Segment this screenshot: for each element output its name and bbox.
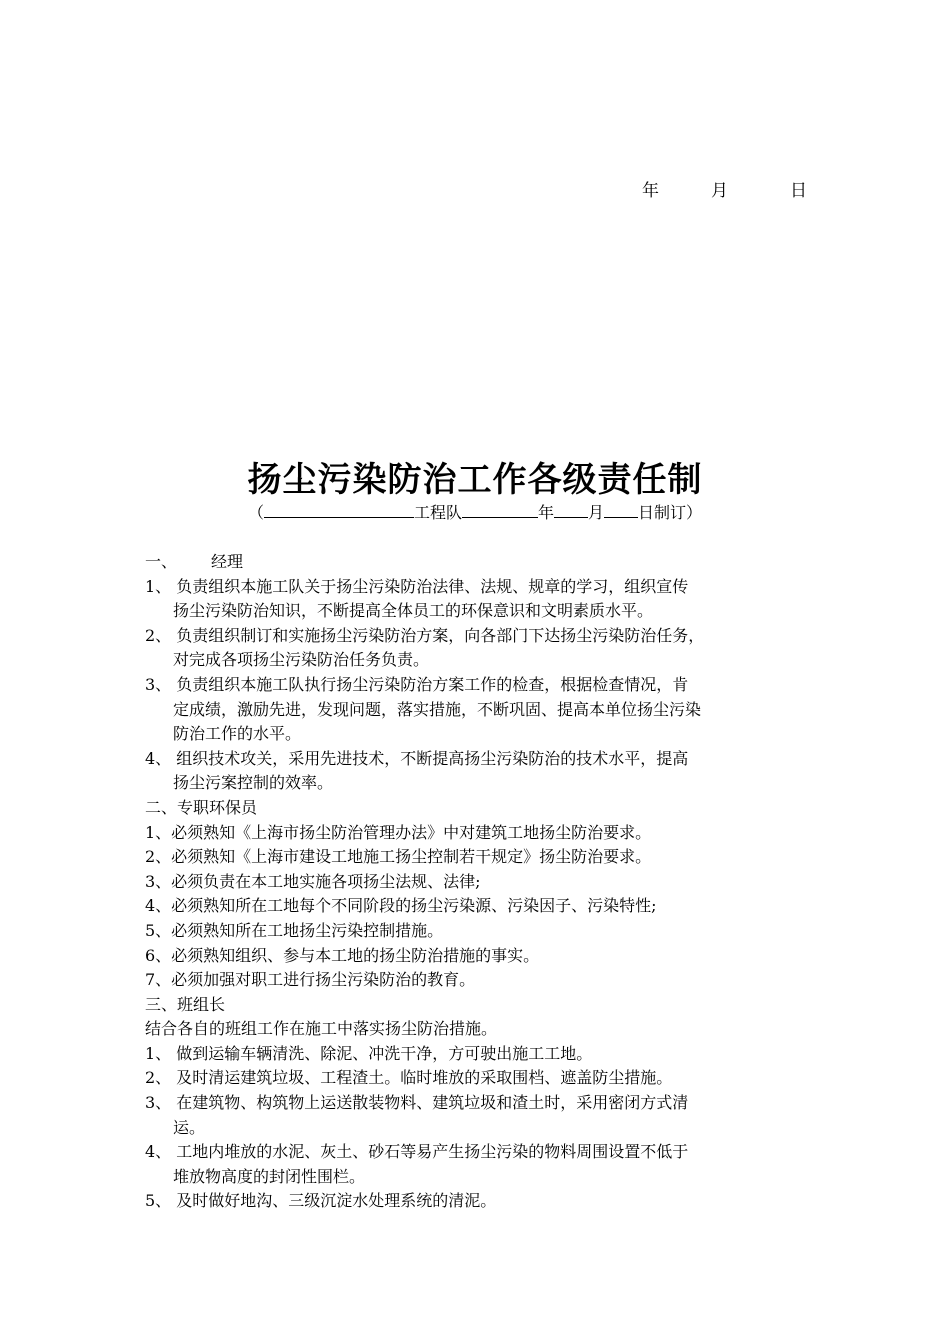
section2-heading: 二、专职环保员: [145, 797, 258, 817]
page-title: 扬尘污染防治工作各级责任制: [247, 460, 703, 500]
section2-item-1: 1、必须熟知《上海市扬尘防治管理办法》中对建筑工地扬尘防治要求。: [145, 822, 652, 842]
section1-heading-text: 经理: [211, 552, 244, 571]
subtitle-month: 月: [588, 503, 605, 522]
section2-item-6: 6、必须熟知组织、参与本工地的扬尘防治措施的事实。: [145, 945, 540, 965]
section1-item-3-line-2: 定成绩，激励先进，发现问题，落实措施，不断巩固、提高本单位扬尘污染: [173, 699, 702, 719]
subtitle-year: 年: [537, 503, 554, 522]
section1-heading: [145, 550, 825, 575]
section3-item-3-line-1: 3、 在建筑物、构筑物上运送散装物料、建筑垃圾和渣土时，采用密闭方式清: [145, 1093, 689, 1113]
blank-day[interactable]: [604, 503, 638, 518]
section1-item-3-line-3: 防治工作的水平。: [173, 724, 302, 744]
section2-item-3: 3、必须负责在本工地实施各项扬尘法规、法律;: [145, 871, 481, 891]
section1-item-2-line-2: 对完成各项扬尘污染防治任务负责。: [173, 650, 430, 670]
section2-item-5: 5、必须熟知所在工地扬尘污染控制措施。: [145, 920, 444, 940]
section1-item-1-line-1: 1、 负责组织本施工队关于扬尘污染防治法律、法规、规章的学习，组织宣传: [145, 576, 689, 596]
section3-item-5: 5、 及时做好地沟、三级沉淀水处理系统的清泥。: [145, 1191, 497, 1211]
section3-intro: 结合各自的班组工作在施工中落实扬尘防治措施。: [145, 1019, 498, 1039]
date-year: 年: [642, 181, 659, 201]
date-line: [642, 176, 807, 201]
section1-item-2-line-1: 2、 负责组织制订和实施扬尘污染防治方案，向各部门下达扬尘污染防治任务，: [145, 625, 705, 645]
blank-month[interactable]: [554, 503, 588, 518]
section1-item-4-line-1: 4、 组织技术攻关，采用先进技术，不断提高扬尘污染防治的技术水平，提高: [145, 748, 689, 768]
section1-item-1-line-2: 扬尘污染防治知识，不断提高全体员工的环保意识和文明素质水平。: [173, 601, 654, 621]
subtitle: [0, 500, 950, 523]
section3-item-3-line-2: 运。: [173, 1117, 206, 1137]
date-month: 月: [711, 181, 728, 201]
date-day: 日: [790, 181, 807, 201]
section3-heading: 三、班组长: [145, 994, 226, 1014]
section3-item-2: 2、 及时清运建筑垃圾、工程渣土。临时堆放的采取围档、遮盖防尘措施。: [145, 1068, 673, 1088]
blank-project-name[interactable]: [264, 503, 414, 518]
section1-heading-num: 一、: [145, 552, 178, 571]
section2-item-7: 7、必须加强对职工进行扬尘污染防治的教育。: [145, 970, 476, 990]
section3-item-4-line-2: 堆放物高度的封闭性围栏。: [173, 1166, 366, 1186]
document-body: [145, 550, 825, 1214]
section3-item-1: 1、 做到运输车辆清洗、除泥、冲洗干净，方可驶出施工工地。: [145, 1043, 593, 1063]
section3-item-4-line-1: 4、 工地内堆放的水泥、灰土、砂石等易产生扬尘污染的物料周围设置不低于: [145, 1142, 689, 1162]
subtitle-team: 工程队: [413, 503, 462, 522]
section2-item-4: 4、必须熟知所在工地每个不同阶段的扬尘污染源、污染因子、污染特性;: [145, 896, 657, 916]
subtitle-day-made: 日制订）: [638, 503, 703, 522]
blank-year[interactable]: [462, 503, 538, 518]
subtitle-open: （: [247, 503, 264, 522]
section1-item-3-line-1: 3、 负责组织本施工队执行扬尘污染防治方案工作的检查，根据检查情况，肯: [145, 674, 689, 694]
section2-item-2: 2、必须熟知《上海市建设工地施工扬尘控制若干规定》扬尘防治要求。: [145, 847, 652, 867]
section1-item-4-line-2: 扬尘污案控制的效率。: [173, 773, 334, 793]
